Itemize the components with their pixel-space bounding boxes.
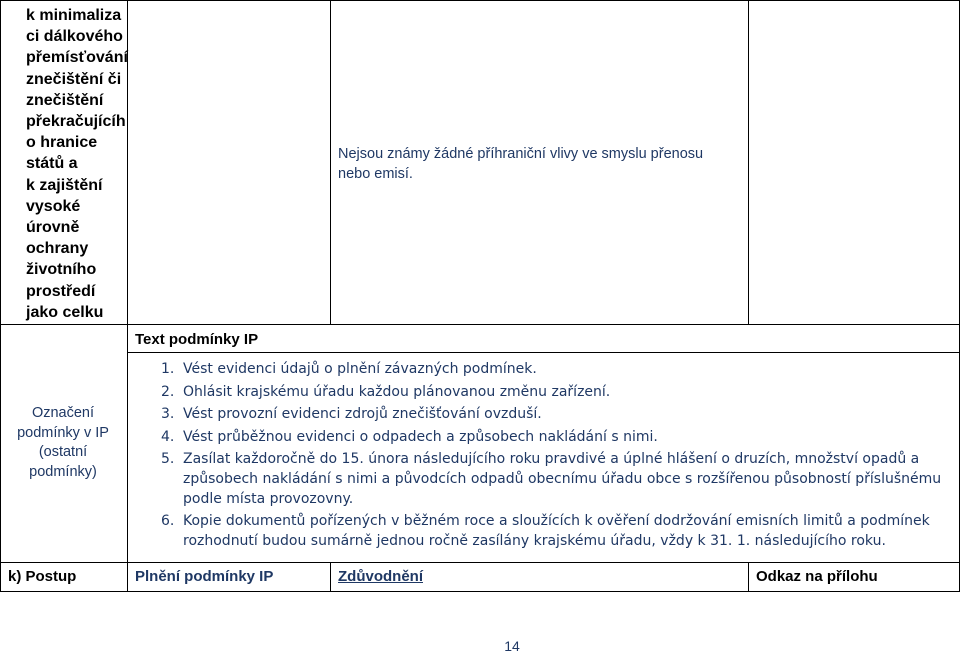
row-divider-postup-top [0, 562, 960, 563]
zduvodneni-heading: Zdůvodnění [338, 568, 423, 585]
condition-number: 1. [161, 361, 175, 377]
criterion-label-line: vysoké [26, 197, 81, 215]
col-divider-content [330, 0, 331, 325]
criterion-label-line: znečištění [26, 91, 104, 109]
conditions-list [161, 360, 951, 554]
col-divider-content-footer [330, 562, 331, 592]
left-table-border [0, 0, 1, 592]
condition-item [161, 428, 951, 448]
condition-number: 3. [161, 406, 175, 423]
row-divider-postup-bottom [0, 591, 960, 592]
condition-number: 5. [161, 451, 175, 468]
criterion-label-line: států a [26, 155, 78, 173]
plneni-heading: Plnění podmínky IP [135, 568, 274, 585]
criterion-label-line: k zajištění [26, 176, 103, 194]
condition-text: Vést průběžnou evidenci o odpadech a způsobech nakládání s nimi. [183, 428, 658, 445]
condition-text: Vést provozní evidenci zdrojů znečišťování ovzduší. [183, 406, 542, 423]
odkaz-heading: Odkaz na přílohu [756, 568, 878, 585]
condition-number: 6. [161, 513, 175, 530]
condition-text: Vést evidenci údajů o plnění závazných podmínek. [183, 361, 537, 377]
col-divider-right [748, 0, 749, 325]
condition-item [161, 383, 951, 403]
condition-item [161, 360, 951, 380]
criterion-label-line: znečištění či [26, 70, 122, 88]
row-divider-criterion [0, 324, 960, 325]
condition-text: Zasílat každoročně do 15. února následujícího roku pravdivé a úplné hlášení o druzích, množství opadů a způsobech nakládání s nimi a původcích odpadů obecnímu úřadu obce s rozšířenou působností příslušnému podle místa provozovny. [183, 451, 942, 507]
designation-label: Označení podmínky v IP (ostatní podmínky) [17, 405, 109, 480]
cross-border-text: Nejsou známy žádné příhraniční vlivy ve smyslu přenosu nebo emisí. [338, 146, 704, 182]
col-divider-right-footer [748, 562, 749, 592]
criterion-label-line: úrovně [26, 219, 80, 237]
criterion-label [26, 5, 131, 323]
criterion-label-line: životního [26, 261, 97, 279]
criterion-label-line: ochrany [26, 240, 89, 258]
condition-number: 2. [161, 383, 175, 400]
condition-number: 4. [161, 428, 175, 445]
condition-text: Kopie dokumentů pořízených v běžném roce a sloužících k ověření dodržování emisních limitů a podmínek rozhodnutí budou sumárně jednou ročně zasílány krajskému úřadu, vždy k 31. 1. následujícího roku. [183, 513, 930, 549]
criterion-label-line: překračujícíh [26, 113, 126, 131]
criterion-label-line: k minimaliza [26, 7, 122, 24]
page-number: 14 [504, 638, 520, 654]
condition-item [161, 450, 951, 509]
condition-item [161, 405, 951, 425]
criterion-label-line: přemísťování [26, 49, 128, 67]
condition-text: Ohlásit krajskému úřadu každou plánovanou změnu zařízení. [183, 383, 611, 400]
criterion-label-line: o hranice [26, 134, 98, 152]
criterion-label-line: prostředí [26, 282, 96, 300]
text-ip-heading: Text podmínky IP [135, 331, 259, 348]
table-top-border [0, 0, 960, 1]
criterion-label-line: jako celku [26, 303, 104, 321]
criterion-label-line: ci dálkového [26, 28, 123, 46]
postup-label: k) Postup [8, 568, 77, 585]
condition-item [161, 512, 951, 551]
row-divider-text-ip [127, 352, 960, 353]
